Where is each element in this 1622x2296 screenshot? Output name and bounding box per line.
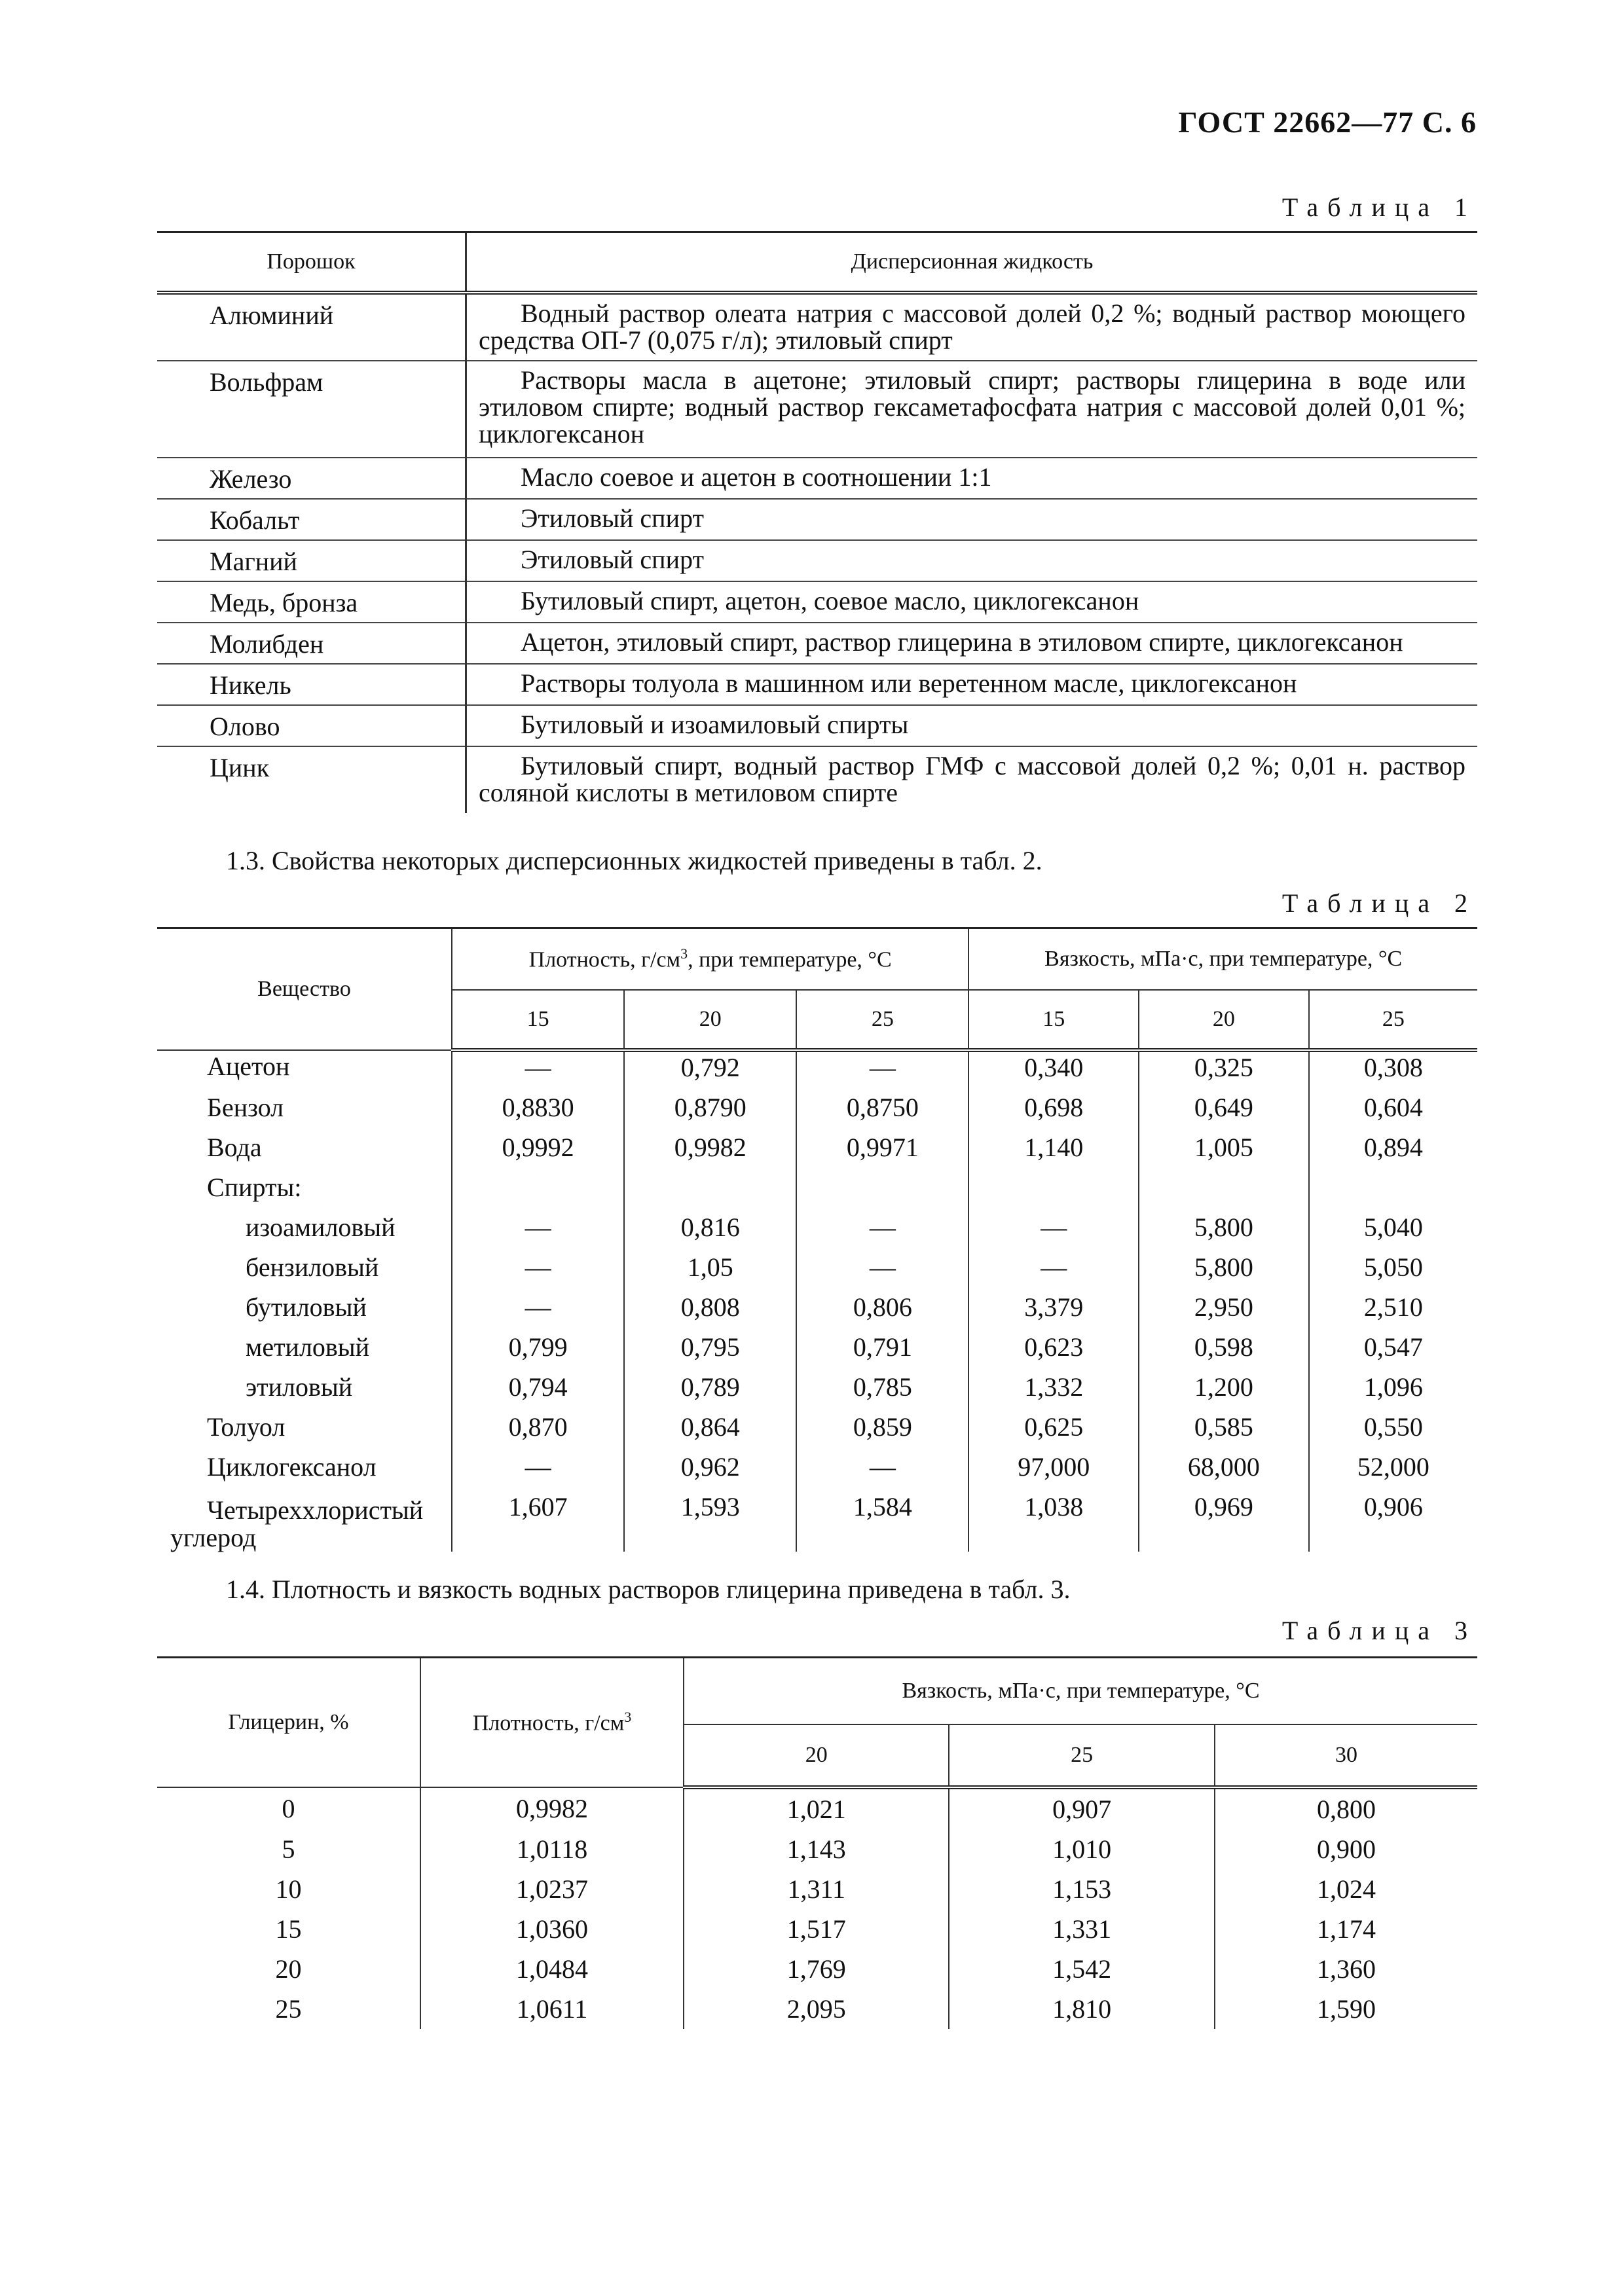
- value-cell: 0,585: [1139, 1412, 1309, 1451]
- viscosity-cell: 1,331: [949, 1909, 1214, 1949]
- viscosity-cell: 1,360: [1215, 1949, 1477, 1989]
- glycerin-cell: 10: [275, 1874, 302, 1904]
- viscosity-cell: 1,021: [684, 1787, 949, 1829]
- table2-row: [157, 1292, 1477, 1332]
- value-cell: 68,000: [1139, 1451, 1309, 1491]
- substance-cell: Толуол: [207, 1412, 286, 1442]
- value-cell: 1,05: [624, 1252, 796, 1292]
- value-cell: 0,598: [1139, 1332, 1309, 1372]
- powder-cell: Алюминий: [210, 301, 334, 330]
- value-cell: 5,050: [1309, 1252, 1477, 1292]
- value-cell: 0,806: [796, 1292, 968, 1332]
- table3-temp-header: 25: [949, 1724, 1214, 1787]
- substance-cell: Вода: [207, 1133, 262, 1162]
- table2-caption: Таблица 2: [1281, 888, 1477, 918]
- density-label-suffix: , при температуре, °С: [688, 947, 892, 972]
- value-cell: 2,950: [1139, 1292, 1309, 1332]
- substance-cell: изоамиловый: [246, 1212, 396, 1242]
- table1-header-liquid: Дисперсионная жидкость: [466, 232, 1478, 293]
- table3-header-viscosity: Вязкость, мПа·с, при температуре, °С: [684, 1658, 1477, 1725]
- value-cell: [1309, 1172, 1477, 1212]
- value-cell: [968, 1172, 1139, 1212]
- value-cell: 0,864: [624, 1412, 796, 1451]
- powder-cell: Медь, бронза: [157, 581, 466, 623]
- table2-row: [157, 1050, 1477, 1092]
- substance-cell: бутиловый: [246, 1292, 367, 1322]
- table2-row: [157, 1491, 1477, 1552]
- value-cell: 1,607: [452, 1491, 624, 1552]
- liquid-text: Бутиловый и изоамиловый спирты: [521, 710, 909, 739]
- value-cell: 5,800: [1139, 1252, 1309, 1292]
- table2-temp-header: 25: [796, 990, 968, 1050]
- table2-row: [157, 1412, 1477, 1451]
- table2-row: [157, 1092, 1477, 1132]
- page-header: ГОСТ 22662—77 С. 6: [1178, 105, 1477, 139]
- powder-cell: Кобальт: [157, 499, 466, 540]
- value-cell: —: [452, 1050, 624, 1092]
- value-cell: 1,584: [796, 1491, 968, 1552]
- value-cell: 0,859: [796, 1412, 968, 1451]
- table2-temp-header: 15: [968, 990, 1139, 1050]
- glycerin-cell: 25: [275, 1994, 302, 2024]
- liquid-cell: [466, 361, 1478, 458]
- liquid-cell: [466, 293, 1478, 361]
- glycerin-cell: 15: [275, 1914, 302, 1944]
- viscosity-cell: 0,800: [1215, 1787, 1477, 1829]
- value-cell: 0,870: [452, 1412, 624, 1451]
- value-cell: 0,962: [624, 1451, 796, 1491]
- table2-temp-header: 15: [452, 990, 624, 1050]
- value-cell: —: [796, 1212, 968, 1252]
- value-cell: 0,816: [624, 1212, 796, 1252]
- table1-header-powder: Порошок: [157, 232, 466, 293]
- powder-cell: Никель: [157, 664, 466, 705]
- table3-row: [157, 1869, 1477, 1909]
- value-cell: —: [796, 1050, 968, 1092]
- viscosity-cell: 1,024: [1215, 1869, 1477, 1909]
- value-cell: [1139, 1172, 1309, 1212]
- value-cell: —: [796, 1252, 968, 1292]
- value-cell: 0,894: [1309, 1132, 1477, 1172]
- value-cell: 1,038: [968, 1491, 1139, 1552]
- value-cell: —: [968, 1252, 1139, 1292]
- value-cell: 0,340: [968, 1050, 1139, 1092]
- viscosity-cell: 1,810: [949, 1989, 1214, 2029]
- viscosity-cell: 2,095: [684, 1989, 949, 2029]
- table1-row: [157, 540, 1477, 581]
- table1-row: [157, 458, 1477, 499]
- table2-temp-header: 20: [1139, 990, 1309, 1050]
- liquid-text: Этиловый спирт: [521, 545, 704, 574]
- liquid-text: Растворы масла в ацетоне; этиловый спирт; растворы глицерина в воде или этиловом спирте; водный раствор гексаметафосфата натрия с массовой долей 0,01 %; циклогексанон: [479, 365, 1465, 448]
- value-cell: 0,8830: [452, 1092, 624, 1132]
- density-cell: 1,0118: [420, 1829, 684, 1869]
- liquid-cell: [466, 581, 1478, 623]
- value-cell: 1,332: [968, 1372, 1139, 1412]
- glycerin-cell: 5: [282, 1834, 295, 1864]
- powder-cell: Олово: [157, 705, 466, 746]
- value-cell: 5,040: [1309, 1212, 1477, 1252]
- value-cell: 0,9992: [452, 1132, 624, 1172]
- viscosity-cell: 1,010: [949, 1829, 1214, 1869]
- liquid-cell: [466, 623, 1478, 664]
- viscosity-cell: 1,769: [684, 1949, 949, 1989]
- paragraph-1-3: 1.3. Свойства некоторых дисперсионных жидкостей приведены в табл. 2.: [226, 846, 1042, 875]
- table1-row: [157, 705, 1477, 746]
- table1-caption: Таблица 1: [1281, 192, 1477, 222]
- value-cell: 1,140: [968, 1132, 1139, 1172]
- value-cell: 0,9982: [624, 1132, 796, 1172]
- value-cell: 2,510: [1309, 1292, 1477, 1332]
- value-cell: 1,200: [1139, 1372, 1309, 1412]
- value-cell: 0,8750: [796, 1092, 968, 1132]
- powder-cell: Вольфрам: [157, 361, 466, 458]
- powder-cell: Магний: [157, 540, 466, 581]
- value-cell: —: [452, 1292, 624, 1332]
- value-cell: 0,325: [1139, 1050, 1309, 1092]
- value-cell: 0,792: [624, 1050, 796, 1092]
- table1-row: [157, 746, 1477, 813]
- paragraph-1-4: 1.4. Плотность и вязкость водных растворов глицерина приведена в табл. 3.: [226, 1575, 1071, 1604]
- table2-row: [157, 1212, 1477, 1252]
- value-cell: 0,791: [796, 1332, 968, 1372]
- liquid-cell: [466, 705, 1478, 746]
- liquid-cell: [466, 458, 1478, 499]
- substance-cell: Бензол: [207, 1093, 284, 1122]
- table2-header-substance: Вещество: [157, 928, 452, 1051]
- substance-group-cell: Спирты:: [207, 1173, 302, 1202]
- substance-cell: Четыреххлористый углерод: [170, 1495, 424, 1552]
- value-cell: 0,623: [968, 1332, 1139, 1372]
- table1-row: [157, 664, 1477, 705]
- viscosity-cell: 1,590: [1215, 1989, 1477, 2029]
- table3-temp-header: 20: [684, 1724, 949, 1787]
- density-label: Плотность, г/см: [528, 947, 681, 972]
- substance-cell: этиловый: [246, 1372, 353, 1402]
- value-cell: 52,000: [1309, 1451, 1477, 1491]
- density-cell: 1,0484: [420, 1949, 684, 1989]
- table2-temp-header: 25: [1309, 990, 1477, 1050]
- value-cell: 0,547: [1309, 1332, 1477, 1372]
- value-cell: 97,000: [968, 1451, 1139, 1491]
- table3-caption: Таблица 3: [1281, 1616, 1477, 1645]
- value-cell: 1,005: [1139, 1132, 1309, 1172]
- value-cell: 3,379: [968, 1292, 1139, 1332]
- powder-cell: Железо: [157, 458, 466, 499]
- viscosity-cell: 1,143: [684, 1829, 949, 1869]
- value-cell: 0,698: [968, 1092, 1139, 1132]
- value-cell: 1,096: [1309, 1372, 1477, 1412]
- liquid-cell: [466, 540, 1478, 581]
- substance-cell: метиловый: [246, 1332, 370, 1362]
- viscosity-cell: 0,900: [1215, 1829, 1477, 1869]
- viscosity-cell: 1,153: [949, 1869, 1214, 1909]
- liquid-cell: [466, 499, 1478, 540]
- viscosity-cell: 1,174: [1215, 1909, 1477, 1949]
- table1-row: [157, 623, 1477, 664]
- liquid-cell: [466, 746, 1478, 813]
- value-cell: [452, 1172, 624, 1212]
- value-cell: [624, 1172, 796, 1212]
- table3-row: [157, 1787, 1477, 1829]
- liquid-text: Бутиловый спирт, ацетон, соевое масло, циклогексанон: [521, 586, 1139, 615]
- powder-cell: Молибден: [157, 623, 466, 664]
- value-cell: 0,799: [452, 1332, 624, 1372]
- value-cell: 0,604: [1309, 1092, 1477, 1132]
- table3-row: [157, 1829, 1477, 1869]
- table2-row: [157, 1172, 1477, 1212]
- glycerin-cell: 20: [275, 1954, 302, 1984]
- table2-row: [157, 1372, 1477, 1412]
- cube-superscript: 3: [680, 945, 688, 962]
- viscosity-cell: 1,311: [684, 1869, 949, 1909]
- value-cell: 0,906: [1309, 1491, 1477, 1552]
- value-cell: 0,808: [624, 1292, 796, 1332]
- value-cell: 0,795: [624, 1332, 796, 1372]
- table3-row: [157, 1989, 1477, 2029]
- value-cell: —: [968, 1212, 1139, 1252]
- value-cell: 1,593: [624, 1491, 796, 1552]
- table3-row: [157, 1949, 1477, 1989]
- liquid-text: Масло соевое и ацетон в соотношении 1:1: [521, 462, 992, 492]
- liquid-text: Растворы толуола в машинном или веретенном масле, циклогексанон: [521, 668, 1297, 698]
- table2-row: [157, 1132, 1477, 1172]
- substance-cell: Циклогексанол: [207, 1452, 377, 1482]
- value-cell: 0,550: [1309, 1412, 1477, 1451]
- viscosity-cell: 1,542: [949, 1949, 1214, 1989]
- value-cell: —: [452, 1451, 624, 1491]
- value-cell: 0,8790: [624, 1092, 796, 1132]
- value-cell: 0,789: [624, 1372, 796, 1412]
- density-cell: 1,0611: [420, 1989, 684, 2029]
- glycerin-cell: 0: [282, 1793, 295, 1823]
- value-cell: 0,969: [1139, 1491, 1309, 1552]
- liquid-text: Бутиловый спирт, водный раствор ГМФ с массовой долей 0,2 %; 0,01 н. раствор соляной кислоты в метиловом спирте: [479, 751, 1465, 807]
- density-label: Плотность, г/см: [472, 1711, 625, 1736]
- table1-row: [157, 581, 1477, 623]
- value-cell: 0,9971: [796, 1132, 968, 1172]
- density-cell: 1,0237: [420, 1869, 684, 1909]
- table2-header-density: [452, 928, 968, 991]
- table1-row: [157, 361, 1477, 458]
- value-cell: 0,649: [1139, 1092, 1309, 1132]
- value-cell: [796, 1172, 968, 1212]
- table2: [157, 927, 1477, 1552]
- liquid-text: Ацетон, этиловый спирт, раствор глицерина в этиловом спирте, циклогексанон: [521, 627, 1403, 657]
- viscosity-cell: 0,907: [949, 1787, 1214, 1829]
- powder-cell: Цинк: [157, 746, 466, 813]
- table1-row: [157, 293, 1477, 361]
- table2-header-viscosity: Вязкость, мПа·с, при температуре, °С: [968, 928, 1477, 991]
- table3-header-density: [420, 1658, 684, 1788]
- table3-temp-header: 30: [1215, 1724, 1477, 1787]
- table3-header-glycerin: Глицерин, %: [157, 1658, 420, 1788]
- value-cell: —: [452, 1212, 624, 1252]
- value-cell: 5,800: [1139, 1212, 1309, 1252]
- value-cell: 0,308: [1309, 1050, 1477, 1092]
- table2-row: [157, 1252, 1477, 1292]
- table3-row: [157, 1909, 1477, 1949]
- table1-row: [157, 499, 1477, 540]
- liquid-cell: [466, 664, 1478, 705]
- table1: [157, 231, 1477, 813]
- value-cell: —: [796, 1451, 968, 1491]
- value-cell: 0,785: [796, 1372, 968, 1412]
- value-cell: —: [452, 1252, 624, 1292]
- table2-row: [157, 1451, 1477, 1491]
- substance-cell: бензиловый: [246, 1252, 379, 1282]
- substance-cell: Ацетон: [207, 1051, 290, 1081]
- value-cell: 0,625: [968, 1412, 1139, 1451]
- density-cell: 1,0360: [420, 1909, 684, 1949]
- table3: [157, 1656, 1477, 2029]
- table2-row: [157, 1332, 1477, 1372]
- liquid-text: Этиловый спирт: [521, 503, 704, 533]
- value-cell: 0,794: [452, 1372, 624, 1412]
- table2-temp-header: 20: [624, 990, 796, 1050]
- cube-superscript: 3: [624, 1709, 632, 1726]
- viscosity-cell: 1,517: [684, 1909, 949, 1949]
- density-cell: 0,9982: [420, 1787, 684, 1829]
- liquid-text: Водный раствор олеата натрия с массовой долей 0,2 %; водный раствор моющего средства ОП-7 (0,075 г/л); этиловый спирт: [479, 299, 1465, 355]
